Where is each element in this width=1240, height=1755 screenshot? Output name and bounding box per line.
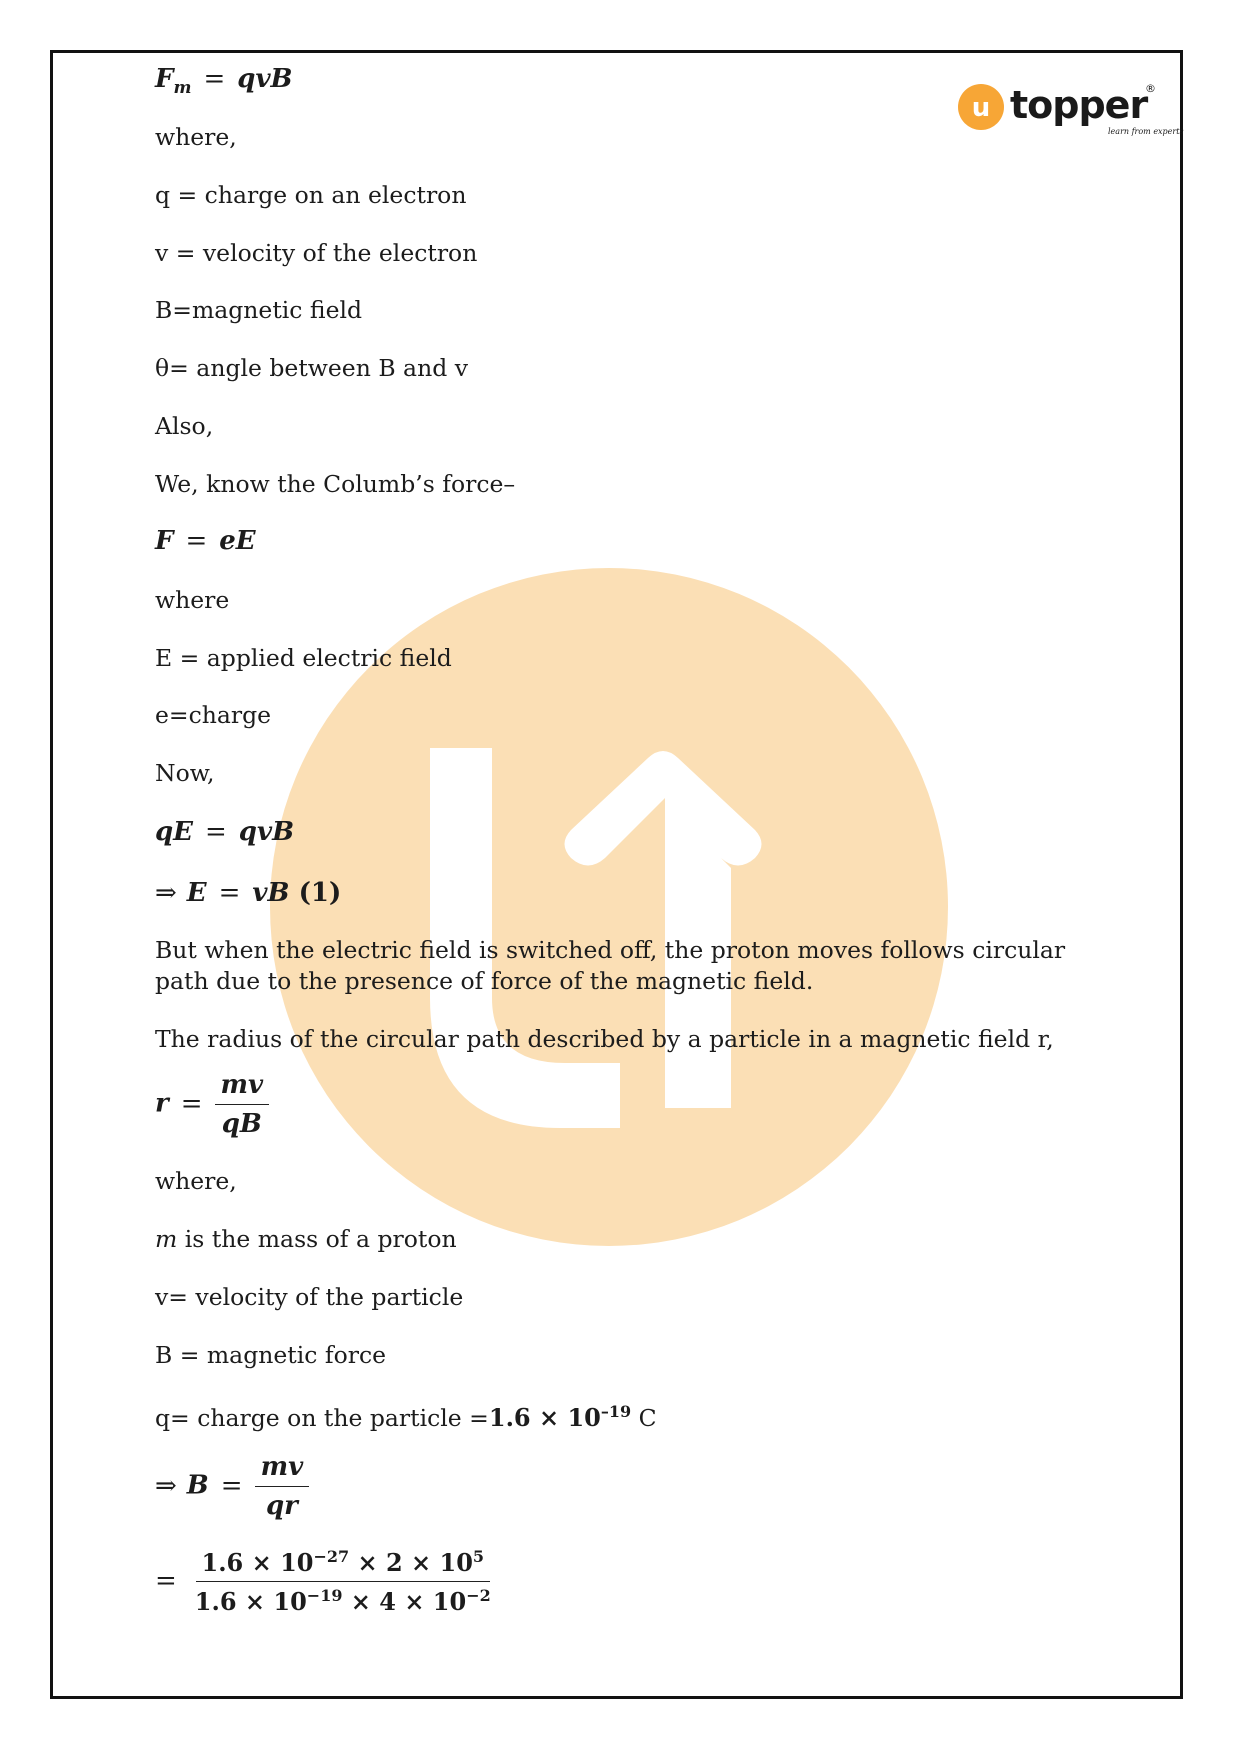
text-b-definition: B=magnetic field (155, 296, 363, 324)
equation-magnetic-force (155, 64, 293, 98)
eq3-lhs: qE (155, 817, 193, 847)
eq7-num-b: × 2 × 10 (349, 1548, 473, 1577)
implies-arrow-icon-2: ⇒ (155, 1470, 177, 1501)
text-q-definition-2-label: q= charge on the particle = (155, 1404, 489, 1432)
charge-value-exponent: –19 (600, 1402, 632, 1421)
eq7-num-b-exp: 5 (472, 1547, 485, 1566)
text-now: Now, (155, 759, 215, 787)
text-radius-intro: The radius of the circular path described by a particle in a magnetic field r, (155, 1025, 1054, 1053)
eq7-num-a: 1.6 × 10 (201, 1548, 314, 1577)
text-v-definition: v = velocity of the electron (155, 239, 478, 267)
equation-radius (155, 1070, 269, 1139)
eq6-equals: = (220, 1470, 243, 1501)
logo-brand-text: topper (1010, 83, 1148, 127)
eq1-equals: = (203, 64, 226, 94)
eq1-lhs: F (155, 64, 174, 94)
eq5-equals: = (180, 1088, 203, 1119)
logo-registered-mark: ® (1145, 82, 1156, 95)
eq7-den-a: 1.6 × 10 (194, 1587, 307, 1616)
charge-value-mantissa: 1.6 × 10 (488, 1403, 601, 1432)
text-coulomb-force: We, know the Columb’s force– (155, 470, 516, 498)
text-where-2: where (155, 586, 230, 614)
eq1-rhs: qvB (237, 64, 293, 94)
implies-arrow-icon: ⇒ (155, 878, 177, 908)
text-theta-definition: θ= angle between B and v (155, 354, 468, 382)
eq7-num-a-exp: −27 (313, 1547, 350, 1566)
eq6-lhs: B (186, 1470, 209, 1501)
eq5-denominator: qB (221, 1109, 262, 1139)
text-m-variable: m (155, 1225, 178, 1253)
eq7-fraction (189, 1547, 497, 1616)
eq4-lhs: E (186, 878, 207, 908)
charge-value (489, 1403, 631, 1432)
text-q-definition: q = charge on an electron (155, 181, 467, 209)
text-also: Also, (155, 412, 214, 440)
eq7-den-b-exp: −2 (466, 1586, 491, 1605)
eq2-rhs: eE (219, 526, 256, 556)
text-v-definition-2: v= velocity of the particle (155, 1283, 464, 1311)
logo-badge-letter: u (971, 93, 991, 123)
equation-e-equals-vb (155, 878, 341, 908)
text-where-1: where, (155, 123, 237, 151)
eq4-equals: = (218, 878, 241, 908)
equation-coulomb-force (155, 526, 256, 556)
eq7-numerator (196, 1547, 491, 1582)
eq7-den-b: × 4 × 10 (342, 1587, 467, 1616)
eq4-tag: (1) (298, 878, 342, 908)
eq3-rhs: qvB (238, 817, 295, 847)
logo-tagline: learn from experts (1108, 127, 1184, 136)
text-where-3: where, (155, 1167, 237, 1195)
eq7-equals: = (155, 1565, 177, 1596)
text-q-definition-2-unit: C (631, 1404, 657, 1432)
text-b-definition-2: B = magnetic force (155, 1341, 387, 1369)
text-charge-definition: e=charge (155, 701, 272, 729)
eq7-denominator (189, 1582, 497, 1616)
eq5-lhs: r (155, 1088, 169, 1119)
eq2-lhs: F (155, 526, 174, 556)
equation-force-balance (155, 817, 294, 847)
topper-logo (958, 80, 1184, 142)
text-m-definition-rest: is the mass of a proton (177, 1225, 457, 1253)
equation-b-field (155, 1452, 309, 1521)
eq2-equals: = (185, 526, 208, 556)
eq5-numerator: mv (215, 1070, 270, 1105)
eq4-rhs: vB (252, 878, 290, 908)
paragraph-circular-path: But when the electric field is switched off, the proton moves follows circular path due to the presence of force of the magnetic field. (155, 936, 1066, 995)
text-q-definition-2 (155, 1397, 657, 1433)
eq6-fraction (255, 1452, 310, 1521)
equation-b-substitution (155, 1547, 497, 1616)
eq6-numerator: mv (255, 1452, 310, 1487)
text-m-definition (155, 1224, 457, 1254)
text-electric-field-definition: E = applied electric field (155, 644, 452, 672)
eq3-equals: = (205, 817, 227, 847)
eq7-den-a-exp: −19 (306, 1586, 343, 1605)
eq5-fraction (215, 1070, 270, 1139)
eq1-lhs-subscript: m (173, 78, 192, 99)
eq6-denominator: qr (265, 1491, 298, 1521)
